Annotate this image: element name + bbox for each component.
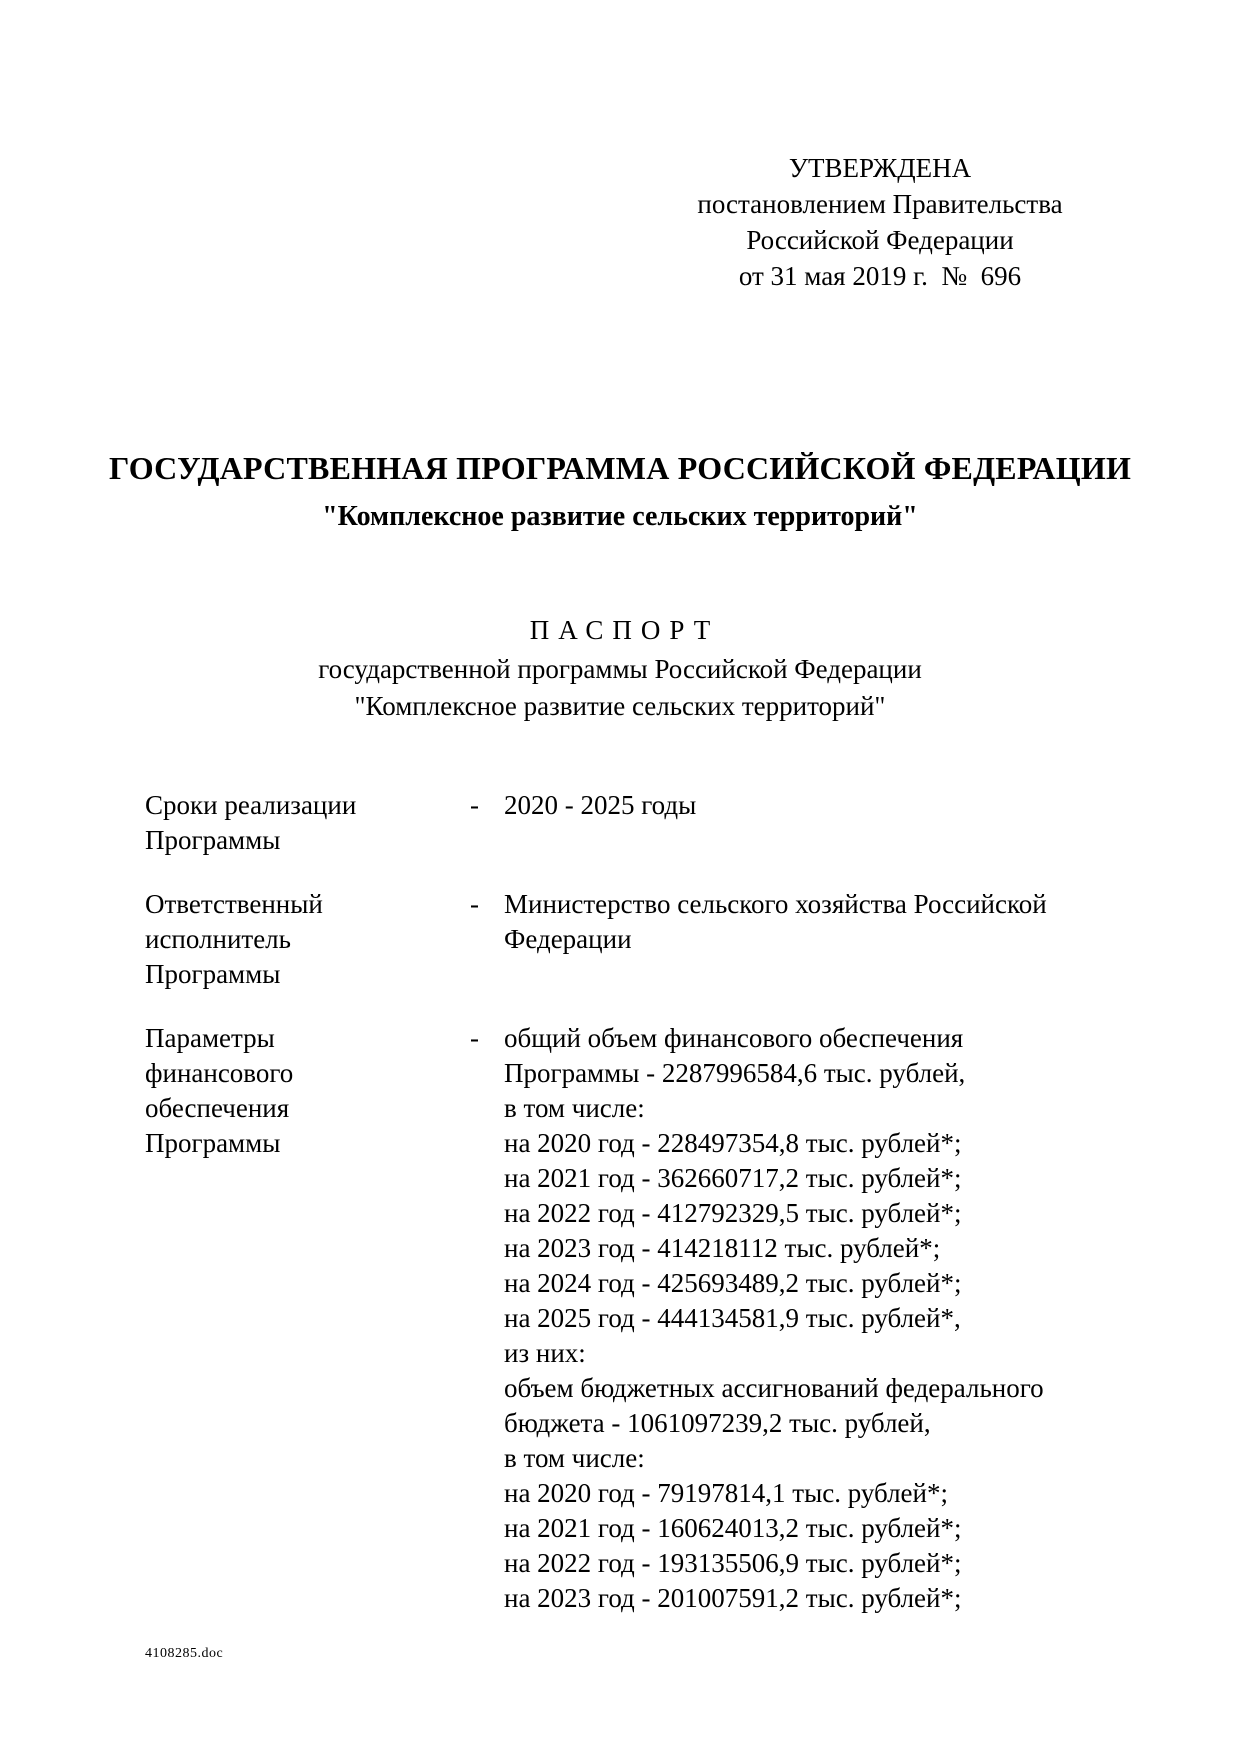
value-line: из них: bbox=[504, 1338, 586, 1368]
approval-line: УТВЕРЖДЕНА bbox=[788, 153, 972, 183]
row-dash: - bbox=[470, 1023, 479, 1053]
row-value bbox=[504, 788, 1105, 823]
value-line: в том числе: bbox=[504, 1093, 645, 1123]
passport-heading: ПАСПОРТ bbox=[529, 615, 720, 645]
label-line: финансового bbox=[145, 1058, 294, 1088]
row-value bbox=[504, 887, 1105, 957]
value-line: на 2025 год - 444134581,9 тыс. рублей*, bbox=[504, 1303, 961, 1333]
label-line: Программы bbox=[145, 959, 281, 989]
label-line: Ответственный bbox=[145, 889, 323, 919]
value-line: в том числе: bbox=[504, 1443, 645, 1473]
value-line: на 2020 год - 228497354,8 тыс. рублей*; bbox=[504, 1128, 962, 1158]
row-dash: - bbox=[470, 889, 479, 919]
page-subtitle: "Комплексное развитие сельских территорий" bbox=[322, 501, 918, 532]
table-row bbox=[145, 1021, 1105, 1616]
value-line: общий объем финансового обеспечения bbox=[504, 1023, 964, 1053]
row-label bbox=[145, 1021, 470, 1161]
passport-subheading-name: "Комплексное развитие сельских территорий" bbox=[354, 691, 886, 721]
value-line: объем бюджетных ассигнований федерального bbox=[504, 1373, 1044, 1403]
label-line: Программы bbox=[145, 1128, 281, 1158]
value-line: на 2020 год - 79197814,1 тыс. рублей*; bbox=[504, 1478, 948, 1508]
value-line: 2020 - 2025 годы bbox=[504, 790, 697, 820]
value-line: на 2021 год - 362660717,2 тыс. рублей*; bbox=[504, 1163, 962, 1193]
value-line: на 2022 год - 193135506,9 тыс. рублей*; bbox=[504, 1548, 962, 1578]
approval-line: от 31 мая 2019 г. № 696 bbox=[738, 261, 1022, 291]
label-line: обеспечения bbox=[145, 1093, 290, 1123]
value-line: Министерство сельского хозяйства Российской bbox=[504, 889, 1047, 919]
row-value bbox=[504, 1021, 1105, 1616]
label-line: исполнитель bbox=[145, 924, 291, 954]
value-line: Федерации bbox=[504, 924, 632, 954]
value-line: на 2023 год - 201007591,2 тыс. рублей*; bbox=[504, 1583, 962, 1613]
document-filename: 4108285.doc bbox=[145, 1646, 224, 1661]
row-label bbox=[145, 887, 470, 992]
passport-table bbox=[145, 788, 1105, 1616]
row-dash: - bbox=[470, 790, 479, 820]
passport-subheading-program: государственной программы Российской Федерации bbox=[318, 654, 922, 684]
page-title: ГОСУДАРСТВЕННАЯ ПРОГРАММА РОССИЙСКОЙ ФЕДЕРАЦИИ bbox=[108, 450, 1132, 486]
value-line: на 2024 год - 425693489,2 тыс. рублей*; bbox=[504, 1268, 962, 1298]
label-line: Сроки реализации bbox=[145, 790, 357, 820]
approval-line: постановлением Правительства bbox=[697, 189, 1063, 219]
value-line: Программы - 2287996584,6 тыс. рублей, bbox=[504, 1058, 966, 1088]
value-line: бюджета - 1061097239,2 тыс. рублей, bbox=[504, 1408, 931, 1438]
label-line: Параметры bbox=[145, 1023, 275, 1053]
approval-block bbox=[660, 150, 1100, 294]
value-line: на 2023 год - 414218112 тыс. рублей*; bbox=[504, 1233, 941, 1263]
row-label bbox=[145, 788, 470, 858]
label-line: Программы bbox=[145, 825, 281, 855]
value-line: на 2022 год - 412792329,5 тыс. рублей*; bbox=[504, 1198, 962, 1228]
approval-line: Российской Федерации bbox=[746, 225, 1014, 255]
table-row bbox=[145, 788, 1105, 858]
table-row bbox=[145, 887, 1105, 992]
value-line: на 2021 год - 160624013,2 тыс. рублей*; bbox=[504, 1513, 962, 1543]
